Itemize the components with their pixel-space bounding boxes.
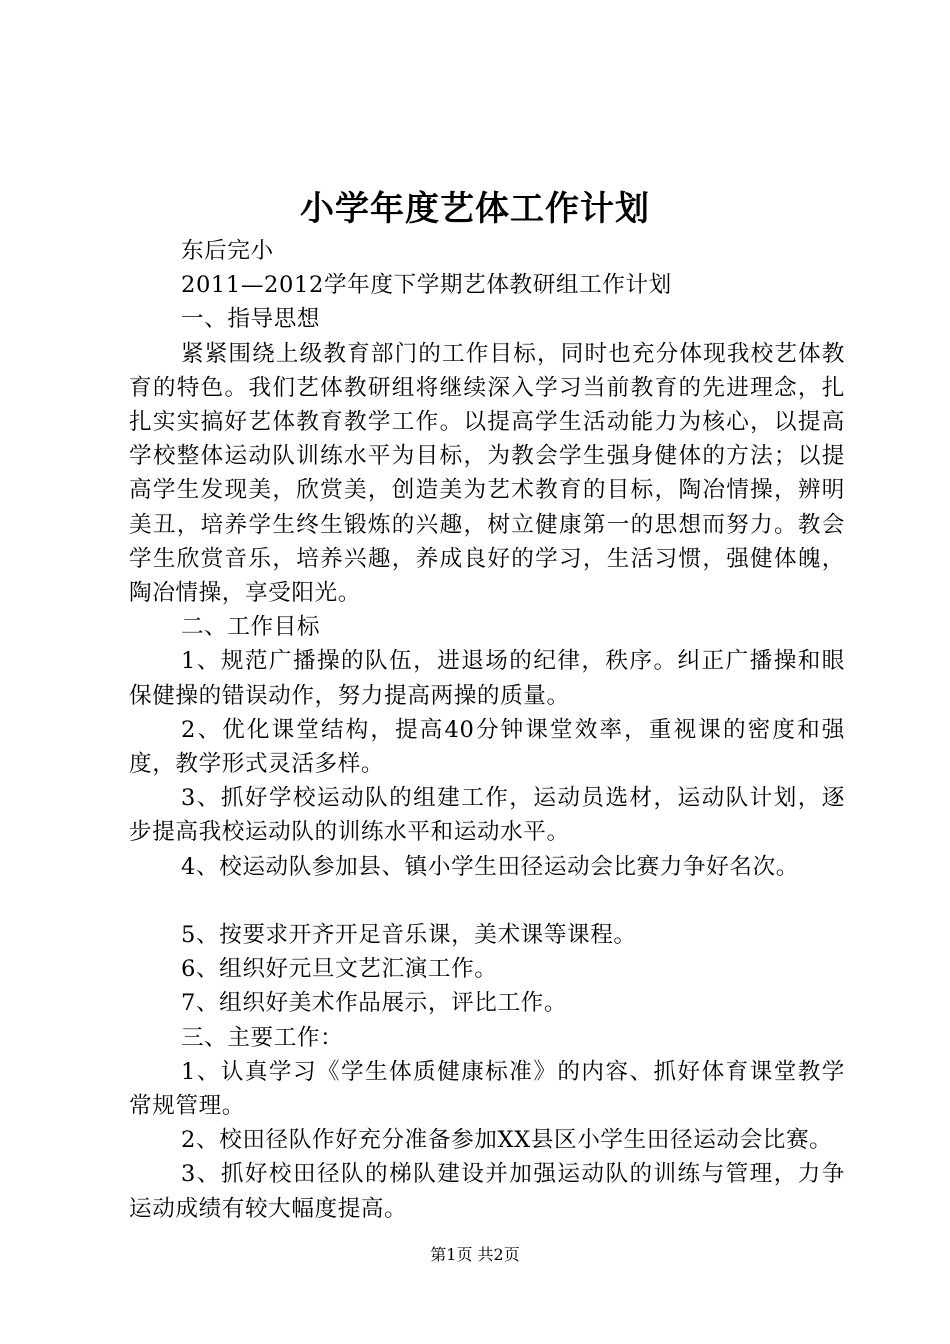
section-heading-work-goals: 二、工作目标 <box>180 614 321 641</box>
plan-subtitle: 2011—2012学年度下学期艺体教研组工作计划 <box>180 272 672 299</box>
document-title: 小学年度艺体工作计划 <box>300 189 650 229</box>
page-footer: 第1页 共2页 <box>430 1245 520 1264</box>
goal-item-3: 3、抓好学校运动队的组建工作，运动员选材，运动队计划，逐步提高我校运动队的训练水平和运动水平。 <box>129 785 845 846</box>
work-item-3: 3、抓好校田径队的梯队建设并加强运动队的训练与管理，力争运动成绩有较大幅度提高。 <box>129 1161 845 1222</box>
goal-item-7: 7、组织好美术作品展示，评比工作。 <box>180 990 568 1017</box>
goal-item-1: 1、规范广播操的队伍，进退场的纪律，秩序。纠正广播操和眼保健操的错误动作，努力提高两操的质量。 <box>129 648 845 709</box>
document-body <box>129 234 845 1226</box>
goal-item-6: 6、组织好元旦文艺汇演工作。 <box>180 956 498 983</box>
section-heading-guiding-thought: 一、指导思想 <box>180 306 321 333</box>
work-item-2: 2、校田径队作好充分准备参加XX县区小学生田径运动会比赛。 <box>180 1127 833 1154</box>
goal-item-2: 2、优化课堂结构，提高40分钟课堂效率，重视课的密度和强度，教学形式灵活多样。 <box>129 716 845 778</box>
goal-item-4: 4、校运动队参加县、镇小学生田径运动会比赛力争好名次。 <box>180 853 799 880</box>
goal-item-5: 5、按要求开齐开足音乐课，美术课等课程。 <box>180 922 637 949</box>
section-heading-main-work: 三、主要工作： <box>180 1024 344 1051</box>
school-name: 东后完小 <box>180 238 274 264</box>
paragraph-guiding-thought: 紧紧围绕上级教育部门的工作目标，同时也充分体现我校艺体教育的特色。我们艺体教研组将继续深入学习当前教育的先进理念，扎扎实实搞好艺体教育教学工作。以提高学生活动能力为核心，以提高学校整体运动队训练水平为目标，为教会学生强身健体的方法；以提高学生发现美，欣赏美，创造美为艺术教育的目标，陶冶情操，辨明美丑，培养学生终生锻炼的兴趣，树立健康第一的思想而努力。教会学生欣赏音乐，培养兴趣，养成良好的学习，生活习惯，强健体魄，陶冶情操，享受阳光。 <box>129 340 845 607</box>
work-item-1: 1、认真学习《学生体质健康标准》的内容、抓好体育课堂教学常规管理。 <box>129 1058 845 1120</box>
